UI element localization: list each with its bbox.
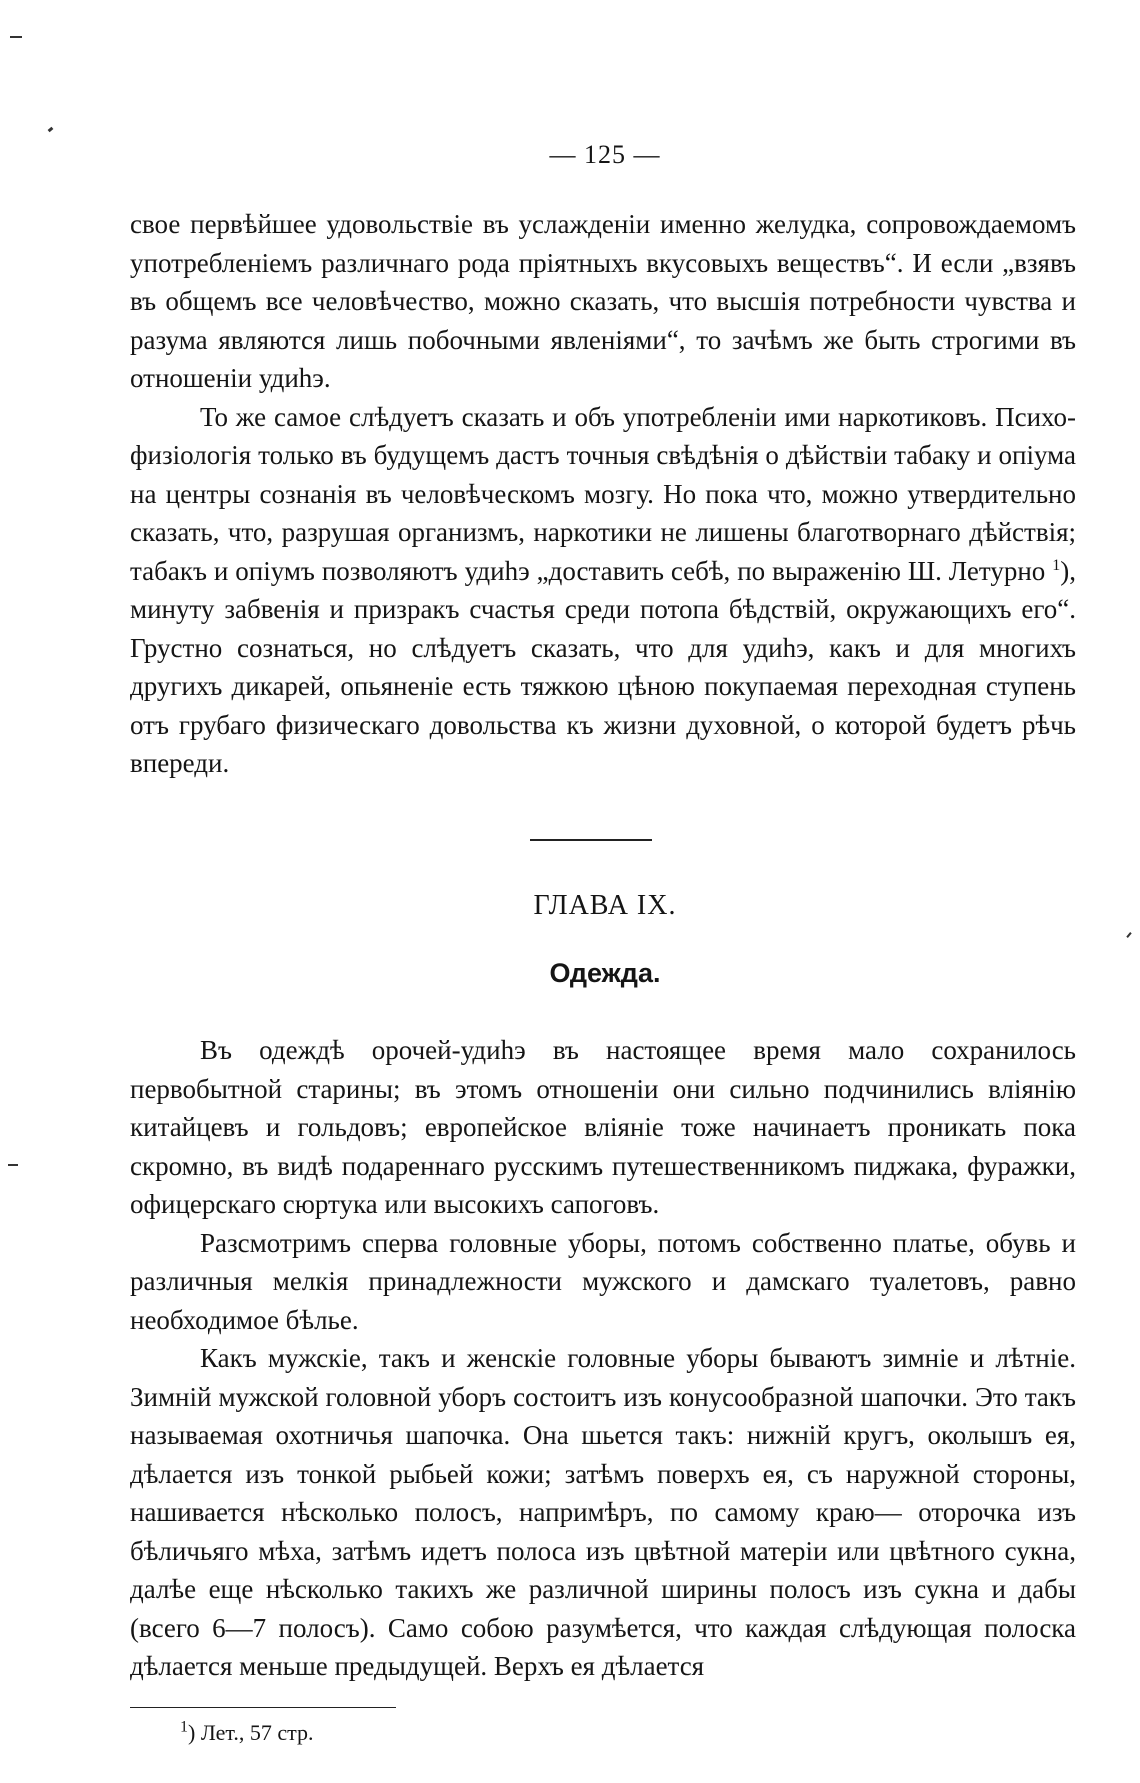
paragraph-clothing-outline: Разсмотримъ сперва головные уборы, потомъ собственно платье, обувь и различныя мелкія принадлежности мужского и дамскаго туалетовъ, равно необходимое бѣлье. [130,1227,1076,1335]
footnote [180,1720,313,1746]
scan-speck [10,36,22,38]
chapter-text-block [130,1031,1076,1686]
footnote-reference: 1 [1052,556,1061,574]
paragraph-narcotics [130,398,1076,783]
chapter-subtitle: Одежда. [549,958,661,988]
scan-speck [1126,932,1131,938]
paragraph-continuation: свое первѣйшее удовольствіе въ услажденіи именно желудка, сопровождаемомъ употребленіемъ различнаго рода пріятныхъ вкусовыхъ веществъ“. И если „взявъ въ общемъ все человѣчество, можно сказать, что высшія потребности чувства и разума являются лишь побочными явленіями“, то зачѣмъ же быть строгими въ отношеніи удиһэ. [130,209,1076,393]
section-divider [530,839,652,841]
page-number: — 125 — [549,140,661,169]
paragraph-text: То же самое слѣдуетъ сказать и объ употребленіи ими наркотиковъ. Психо-физіологія только въ будущемъ дастъ точныя свѣдѣнія о дѣйствіи табаку и опіума на центры сознанія въ человѣческомъ мозгу. Но пока что, можно утвердительно сказать, что, разрушая организмъ, наркотики не лишены благотворнаго дѣйствія; табакъ и опіумъ позволяютъ удиһэ „доставить себѣ, по выраженію Ш. Летурно [130,401,1076,586]
paragraph-text-rest: ), минуту забвенія и призракъ счастья среди потопа бѣдствій, окружающихъ его“. Грустно сознаться, но слѣдуетъ сказать, что для удиһэ, какъ и для многихъ другихъ дикарей, опьяненіе есть тяжкою цѣною покупаемая переходная ступень отъ грубаго физическаго довольства къ жизни духовной, о которой будетъ рѣчь впереди. [130,555,1076,778]
chapter-title: ГЛАВА IX. [533,890,677,921]
scan-speck [8,1164,18,1166]
footnote-text: ) Лет., 57 стр. [188,1720,314,1745]
paragraph-clothing-intro: Въ одеждѣ орочей-удиһэ въ настоящее время мало сохранилось первобытной старины; въ этомъ отношеніи они сильно подчинились вліянію китайцевъ и гольдовъ; европейское вліяніе тоже начинаетъ проникать пока скромно, въ видѣ подареннаго русскимъ путешественникомъ пиджака, фуражки, офицерскаго сюртука или высокихъ сапоговъ. [130,1035,1076,1219]
footnote-divider [130,1707,396,1708]
footnote-marker: 1 [180,1718,188,1736]
paragraph-headwear: Какъ мужскіе, такъ и женскіе головные уборы бываютъ зимніе и лѣтніе. Зимній мужской головной уборъ состоитъ изъ конусообразной шапочки. Это такъ называемая охотничья шапочка. Она шьется такъ: нижній кругъ, околышъ ея, дѣлается изъ тонкой рыбьей кожи; затѣмъ поверхъ ея, съ наружной стороны, нашивается нѣсколько полосъ, напримѣръ, по самому краю— оторочка изъ бѣличьяго мѣха, затѣмъ идетъ полоса изъ цвѣтной матеріи или цвѣтного сукна, далѣе еще нѣсколько такихъ же различной ширины полосъ изъ сукна и дабы (всего 6—7 полосъ). Само собою разумѣется, что каждая слѣдующая полоска дѣлается меньше предыдущей. Верхъ ея дѣлается [130,1343,1076,1681]
top-text-block [130,205,1076,783]
scan-speck [48,127,54,133]
